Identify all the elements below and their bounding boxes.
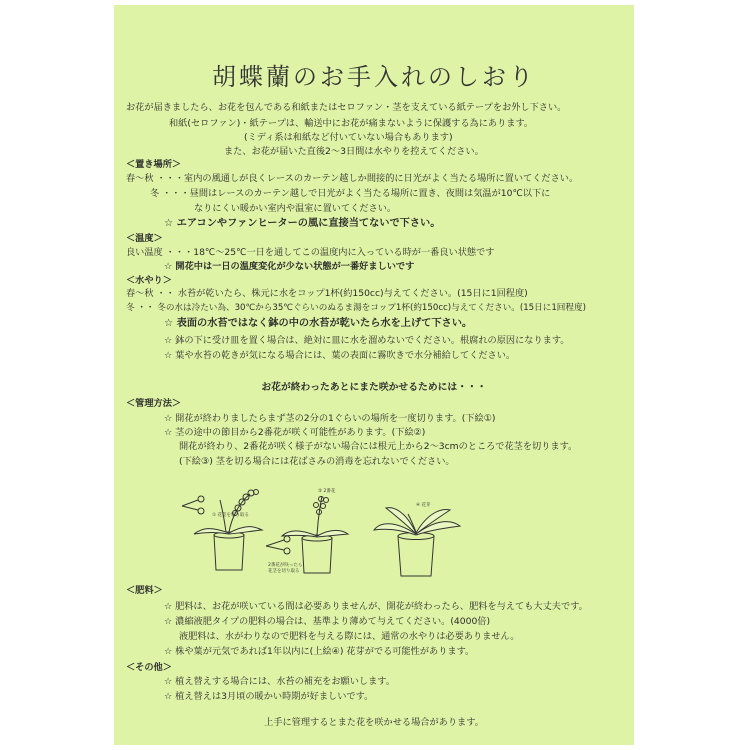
- other-heading: ＜その他＞: [126, 662, 172, 673]
- intro-line-1: お花が届きましたら、お花を包んである和紙またはセロファン・茎を支えている紙テープをお外し下さい。: [126, 102, 567, 113]
- temperature-note: ☆ 開花中は一日の温度変化が少ない状態が一番好ましいです: [164, 261, 415, 272]
- fertilizer-line-1: ☆ 肥料は、お花が咲いている間は必要ありませんが、開花が終わったら、肥料を与えても大丈夫です。: [164, 601, 588, 612]
- label-4: ④ 花芽: [416, 503, 431, 508]
- rebloom-title: お花が終わったあとにまた咲かせるためには・・・: [261, 382, 487, 393]
- watering-line-2: 冬 ・・ 冬の水は冷たい為、30℃から35℃ぐらいのぬるま湯をコップ1杯(約150cc)与えてください。(15日に1回程度): [126, 303, 586, 313]
- placement-heading: ＜置き場所＞: [126, 159, 182, 170]
- fertilizer-heading: ＜肥料＞: [126, 585, 163, 596]
- management-line-4: (下絵③) 茎を切る場合には花ばさみの消毒を忘れないでください。: [179, 456, 455, 467]
- temperature-line: 良い温度 ・・・18℃～25℃一日を通してこの温度内に入っている時が一番良い状態です: [126, 247, 495, 258]
- page-title: 胡蝶蘭のお手入れのしおり: [212, 63, 536, 91]
- label-2: ② 2番花: [318, 489, 336, 494]
- closing-line: 上手に管理するとまた花を咲かせる場合があります。: [264, 717, 484, 728]
- orchid-plant-2: [266, 496, 348, 573]
- management-line-1: ☆ 開花が終わりましたらまず茎の2分の1ぐらいの場所を一度切ります。(下絵①): [164, 413, 496, 424]
- intro-line-4: また、お花が届いた直後2～3日間は水やりを控えてください。: [224, 146, 484, 157]
- orchid-illustration: [180, 478, 470, 578]
- other-line-2: ☆ 植え替えは3月頃の暖かい時期が好ましいです。: [164, 691, 374, 702]
- watering-line-1: 春～秋 ・・ 水苔が乾いたら、株元に水をコップ1杯(約150cc)与えてください。(15日に1回程度): [126, 288, 528, 299]
- orchid-plant-3: [374, 508, 460, 576]
- placement-line-2: 冬 ・・・昼間はレースのカーテン越しで日光がよく当たる場所に置き、夜間は気温が10℃以下に: [150, 188, 551, 199]
- placement-line-1: 春～秋 ・・・室内の風通しが良くレースのカーテン越しか間接的に日光がよく当たる場所に置いてください。: [126, 173, 579, 184]
- label-1: ① 花茎を切り取る: [212, 513, 249, 518]
- intro-line-2: 和紙(セロファン)・紙テープは、輸送中にお花が痛まないように保護する為にあります。: [169, 118, 534, 129]
- placement-line-3: なりにくい暖かい室内や温室に置いてください。: [194, 203, 397, 214]
- label-3: 2番花が咲ったら: [268, 563, 303, 568]
- watering-note-3: ☆ 葉や水苔の乾きが気になる場合には、葉の表面に霧吹きで水分補給してください。: [164, 350, 516, 361]
- orchid-plant-1: [182, 490, 262, 571]
- management-heading: ＜管理方法＞: [126, 398, 182, 409]
- fertilizer-line-4: ☆ 株や葉が元気であれば1年以内に(上絵④) 花芽がでる可能性があります。: [164, 646, 475, 657]
- watering-heading: ＜水やり＞: [126, 275, 172, 286]
- temperature-heading: ＜温度＞: [126, 233, 163, 244]
- watering-note-1: ☆ 表面の水苔ではなく鉢の中の水苔が乾いたら水を上げて下さい。: [164, 318, 473, 329]
- management-line-3: 開花が終わり、2番花が咲く様子がない場合には根元上から2～3cmのところで花茎を切ります。: [179, 441, 578, 452]
- placement-note: ☆ エアコンやファンヒーターの風に直接当てないで下さい。: [164, 218, 441, 229]
- watering-note-2: ☆ 鉢の下に受け皿を置く場合は、絶対に皿に水を溜めないでください。根腐れの原因になります。: [164, 335, 570, 346]
- label-3b: 花茎を切り取る: [268, 569, 300, 574]
- fertilizer-line-3: 液肥料は、水がわりなので肥料を与える際には、通常の水やりは必要ありません。: [179, 631, 520, 642]
- care-sheet: [114, 5, 634, 745]
- fertilizer-line-2: ☆ 濃縮液肥タイプの肥料の場合は、基準より薄めて与えてください。(4000倍): [164, 616, 491, 627]
- management-line-2: ☆ 茎の途中の節目から2番花が咲く可能性があります。(下絵②): [164, 427, 426, 438]
- other-line-1: ☆ 植え替えする場合には、水苔の補充をお願いします。: [164, 676, 395, 687]
- intro-line-3: (ミディ系は和紙など付いていない場合もあります): [244, 132, 453, 143]
